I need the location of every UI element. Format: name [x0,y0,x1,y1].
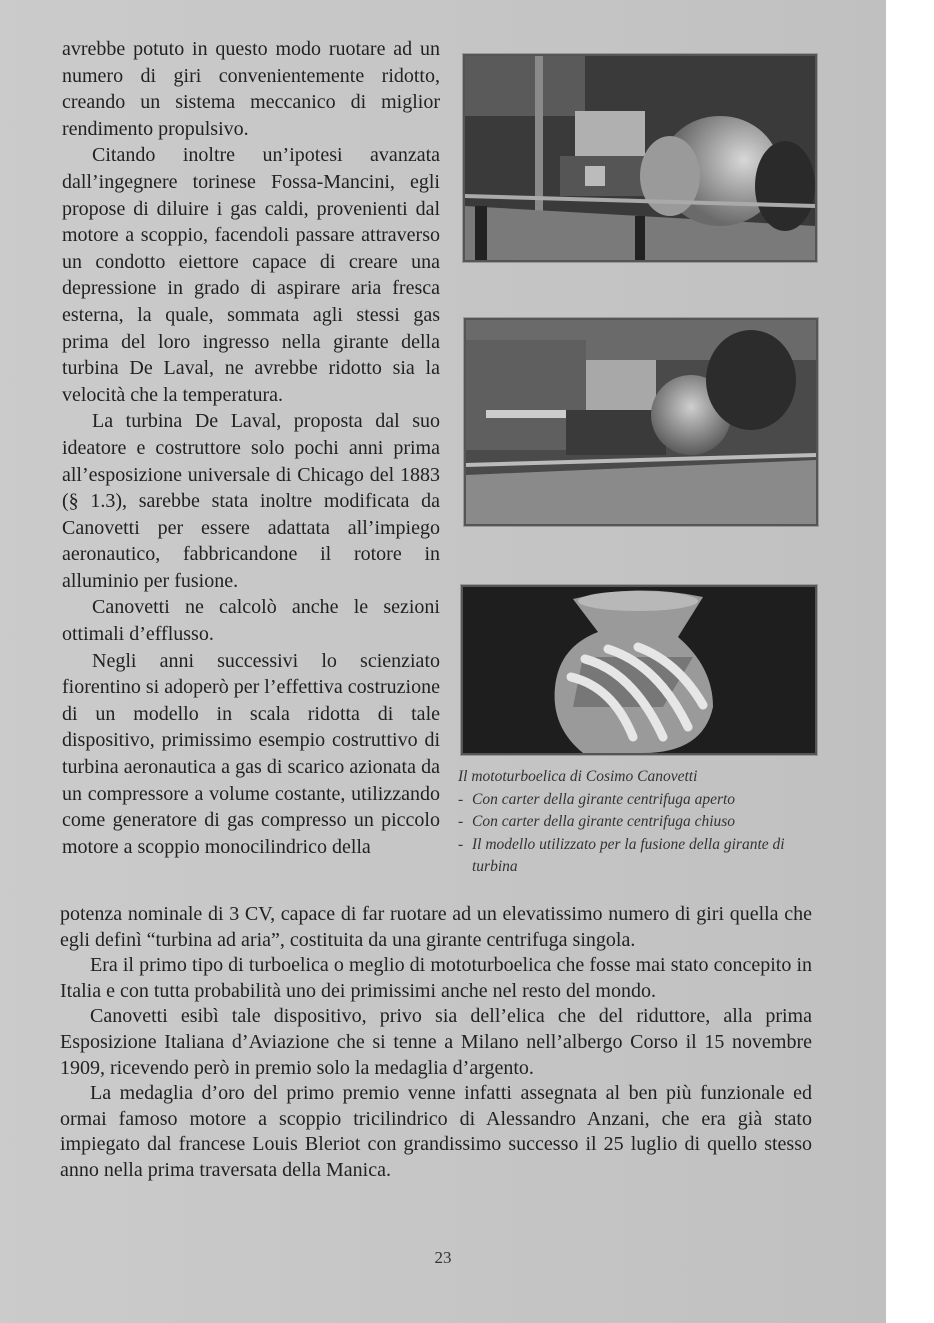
left-text-column [62,36,440,860]
caption-dash: - [458,790,464,808]
caption-dash: - [458,835,464,853]
paragraph: La medaglia d’oro del primo premio venne infatti assegnata al ben più funzionale ed ormai famoso motore a scoppio tricilindrico di Alessandro Anzani, che era già stato impiegato dal francese Louis Bleriot con grandissimo successo il 25 luglio di quello stesso anno nella prima traversata della Manica. [60,1082,812,1181]
caption-item [458,789,814,812]
paragraph: Negli anni successivi lo scienziato fiorentino si adoperò per l’effettiva costruzione di un modello in scala ridotta di tale dispositivo, primissimo esempio costruttivo di turbina aeronautica a gas di scarico azionata da un compressore a volume costante, utilizzando come generatore di gas compresso un piccolo motore a scoppio monocilindrico della [62,649,440,858]
paragraph: Canovetti esibì tale dispositivo, privo sia dell’elica che del riduttore, alla prima Esposizione Italiana d’Aviazione che si tenne a Milano nell’albergo Corso il 15 novembre 1909, ricevendo però in premio solo la medaglia d’argento. [60,1005,812,1079]
caption-item-text: Con carter della girante centrifuga aperto [472,790,736,808]
photo-engine-closed-casing [464,318,818,526]
figure-caption [458,766,814,879]
caption-title: Il mototurboelica di Cosimo Canovetti [458,768,698,785]
caption-item [458,834,814,879]
photo-engine-open-casing-image [465,56,815,260]
caption-item-text: Il modello utilizzato per la fusione della girante di turbina [472,835,785,876]
caption-dash: - [458,813,464,831]
paragraph: avrebbe potuto in questo modo ruotare ad un numero di giri convenientemente ridotto, creando un sistema meccanico di miglior rendimento propulsivo. [62,38,440,140]
paragraph: potenza nominale di 3 CV, capace di far ruotare ad un elevatissimo numero di giri quella che egli definì “turbina ad aria”, costituita da una girante centrifuga singola. [60,903,812,951]
paragraph: Canovetti ne calcolò anche le sezioni ottimali d’efflusso. [62,596,440,646]
full-width-text [60,902,812,1184]
photo-turbine-model-image [463,587,815,753]
photo-turbine-model [461,585,817,755]
photo-engine-open-casing [463,54,817,262]
caption-item-text: Con carter della girante centrifuga chiuso [472,813,736,831]
page-number: 23 [434,1248,452,1267]
caption-item [458,811,814,834]
photo-engine-closed-casing-image [466,320,816,524]
paragraph: Era il primo tipo di turboelica o meglio di mototurboelica che fosse mai stato concepito in Italia e con tutta probabilità uno dei primissimi anche nel resto del mondo. [60,954,812,1002]
paragraph: Citando inoltre un’ipotesi avanzata dall’ingegnere torinese Fossa-Mancini, egli propose di diluire i gas caldi, provenienti dal motore a scoppio, facendoli passare attraverso un condotto eiettore capace di creare una depressione in grado di aspirare aria fresca esterna, la quale, sommata agli stessi gas prima del loro ingresso nella girante della turbina De Laval, ne avrebbe ridotto sia la velocità che la temperatura. [62,144,440,406]
paragraph: La turbina De Laval, proposta dal suo ideatore e costruttore solo pochi anni prima all’esposizione universale di Chicago del 1883 (§ 1.3), sarebbe stata inoltre modificata da Canovetti per essere adattata all’impiego aeronautico, fabbricandone il rotore in alluminio per fusione. [62,410,440,592]
